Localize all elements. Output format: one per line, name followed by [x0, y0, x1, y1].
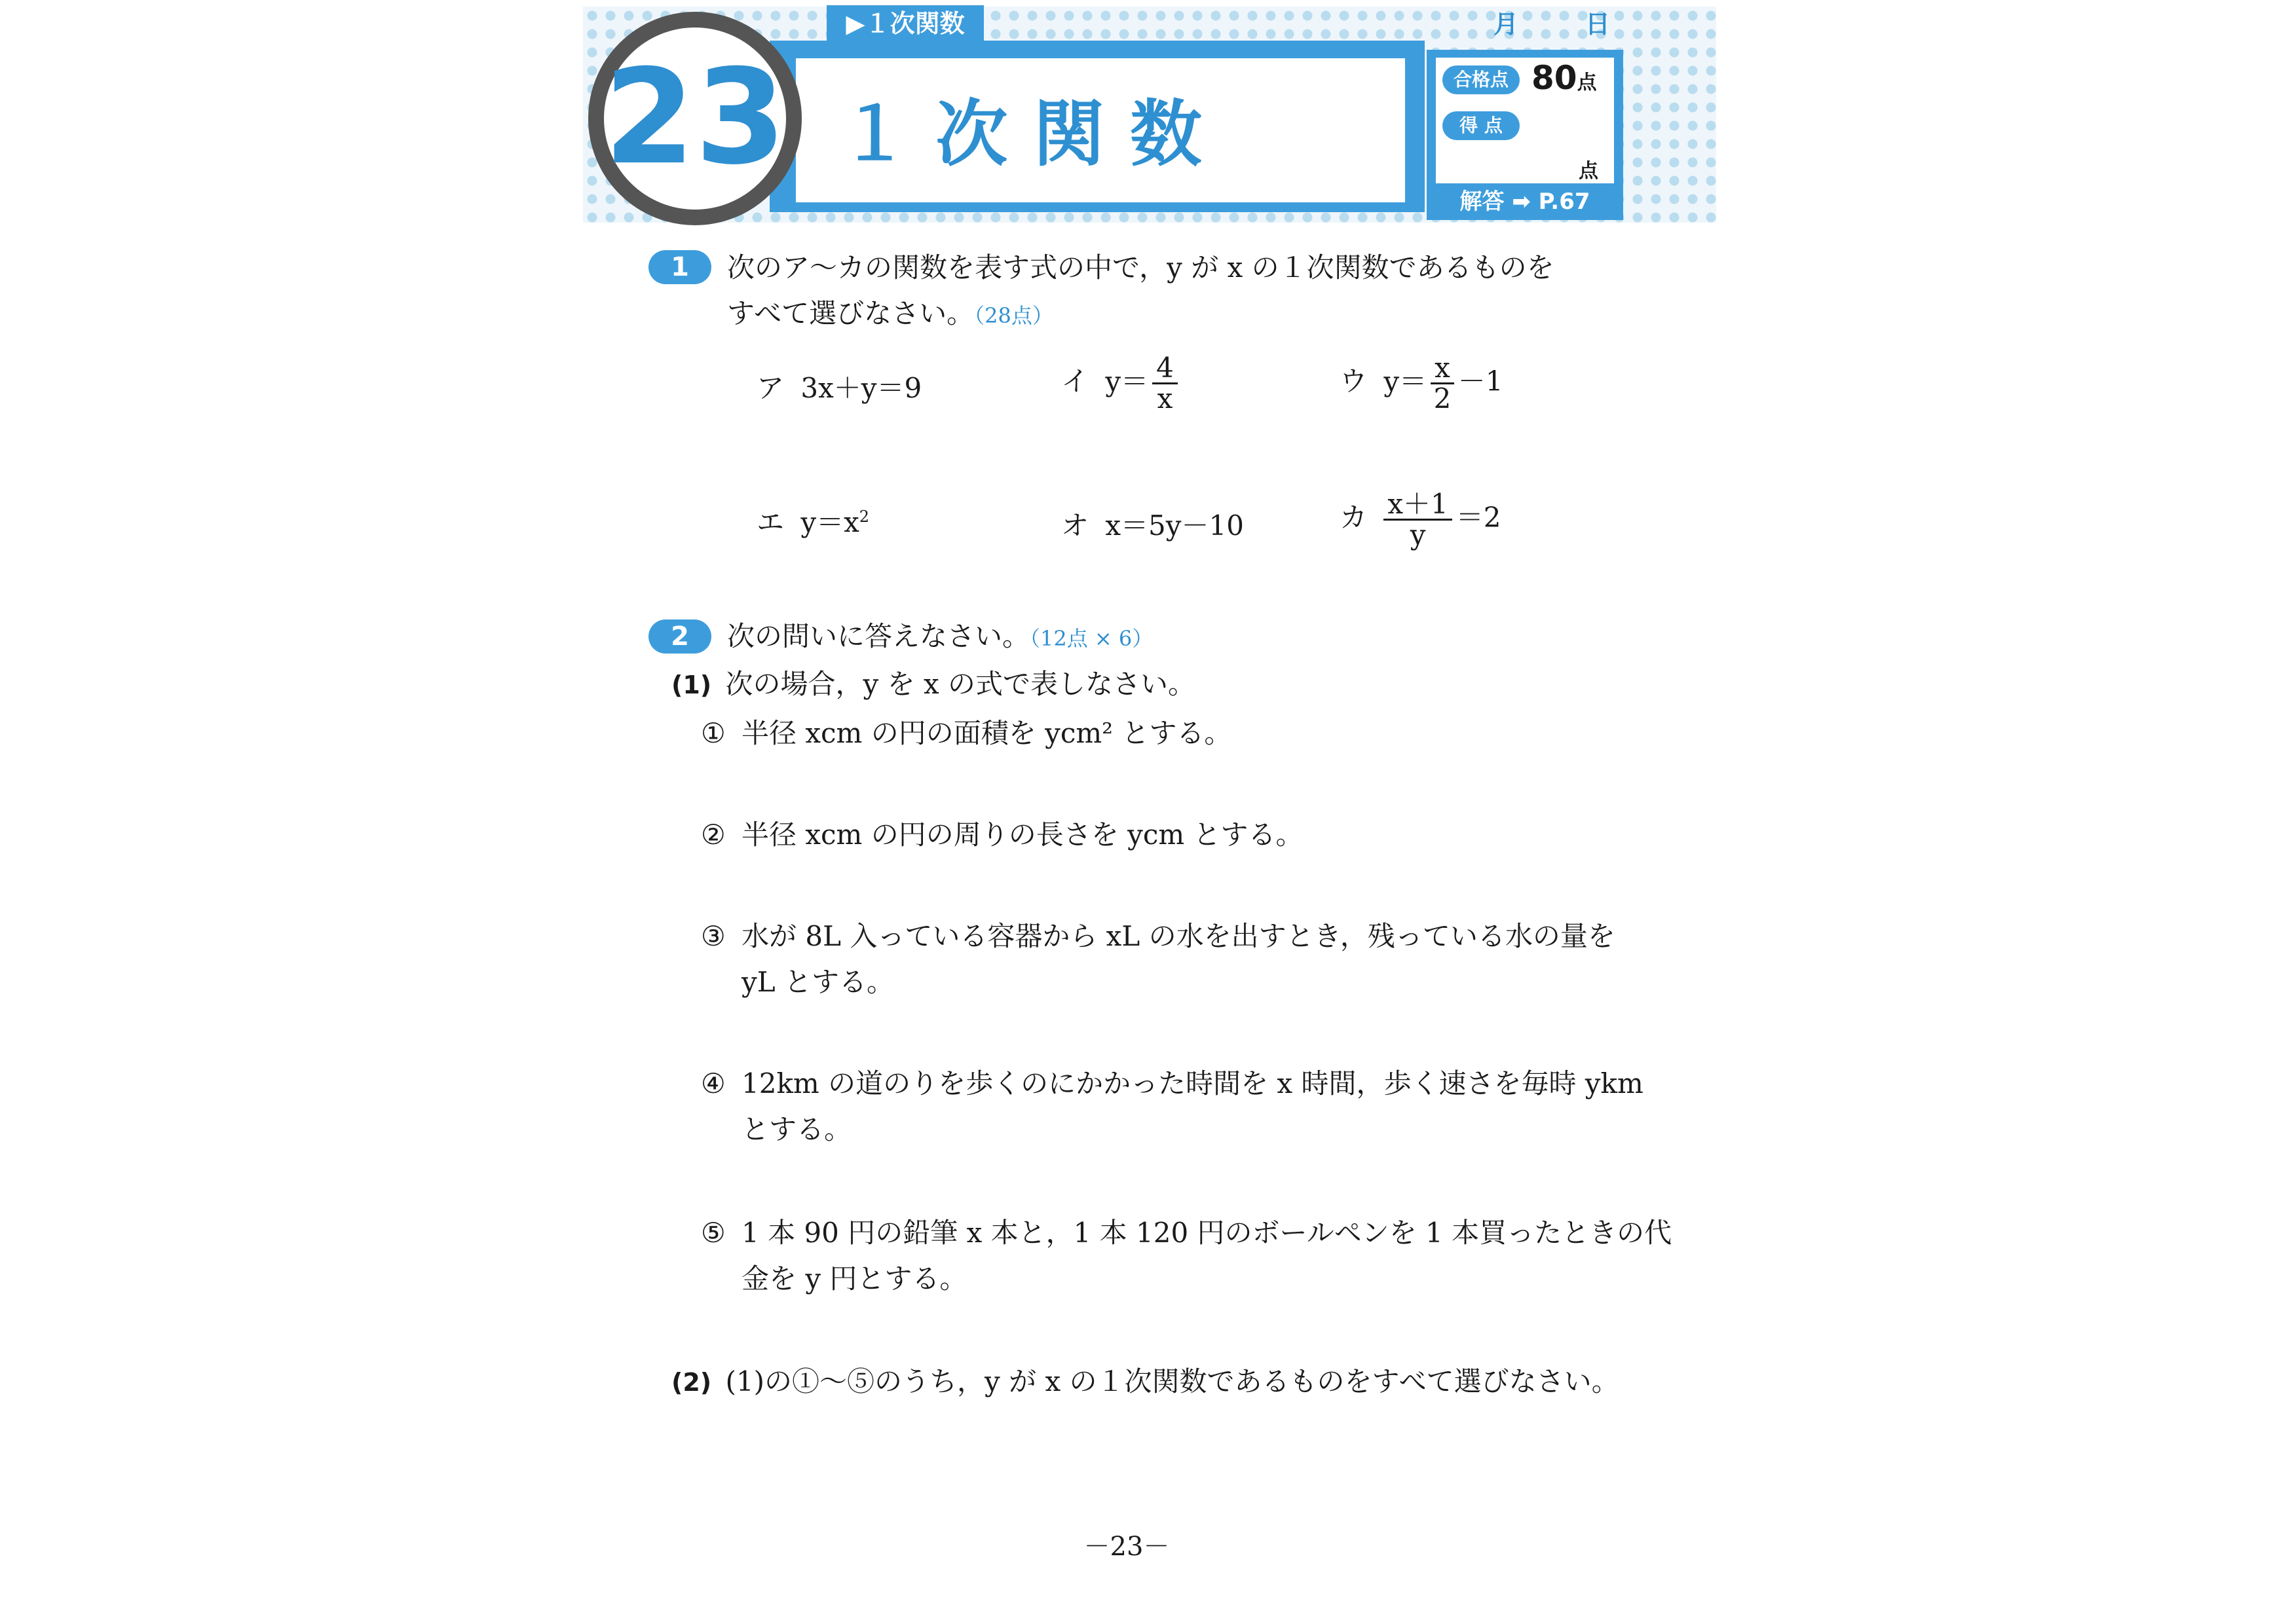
choice-i-denominator: x	[1157, 382, 1173, 415]
q1-points: （28点）	[974, 303, 1053, 328]
choice-o-label: オ	[1061, 509, 1089, 542]
score-unit: 点	[1579, 160, 1598, 183]
choice-i-label: イ	[1061, 365, 1089, 397]
q2-item-3-mark: ③	[701, 920, 726, 952]
choice-ka-rhs: ＝2	[1455, 501, 1501, 534]
choice-ka-label: カ	[1340, 501, 1368, 534]
q1-choice-i	[1061, 354, 1182, 413]
q2-sub2	[671, 1359, 1619, 1405]
choice-u-lhs: y＝	[1383, 365, 1427, 397]
passing-score-value: 80	[1531, 59, 1577, 97]
q2-item-4-line2: とする。	[741, 1113, 852, 1145]
q2-sub2-text: (1)の①～⑤のうち，y が x の１次関数であるものをすべて選びなさい。	[725, 1365, 1619, 1397]
choice-ka-fraction	[1383, 490, 1452, 549]
q2-text	[727, 614, 1153, 661]
q2-item-1-mark: ①	[701, 717, 726, 749]
choice-o-expr: x＝5y－10	[1105, 509, 1244, 542]
q1-text-line2	[727, 291, 1053, 339]
choice-u-label: ウ	[1340, 365, 1368, 397]
q1-choice-e	[757, 501, 869, 540]
q1-text-line2-content: すべて選びなさい。	[727, 297, 975, 329]
q1-choice-ka	[1340, 490, 1501, 549]
choice-a-label: ア	[757, 372, 785, 404]
passing-score-unit: 点	[1577, 71, 1597, 94]
unit-tab: ▶１次関数	[827, 5, 984, 42]
q1-text-line1: 次のア～カの関数を表す式の中で，y が x の１次関数であるものを	[727, 251, 1554, 284]
answer-reference: 解答 ➡ P.67	[1459, 189, 1590, 215]
choice-e-exponent: 2	[859, 507, 870, 526]
q1-choice-u	[1340, 354, 1503, 413]
q1-choice-o	[1061, 504, 1244, 544]
choice-u-rhs: －1	[1457, 365, 1503, 397]
day-label: 日	[1585, 10, 1611, 39]
q2-item-4-line1: 12km の道のりを歩くのにかかった時間を x 時間，歩く速さを毎時 ykm	[741, 1067, 1643, 1099]
q1-number-badge: 1	[648, 250, 711, 284]
q2-text-content: 次の問いに答えなさい。	[727, 620, 1030, 652]
q2-number-badge: 2	[648, 619, 711, 654]
q2-item-2-line1: 半径 xcm の円の周りの長さを ycm とする。	[741, 819, 1304, 851]
q2-item-1-line1: 半径 xcm の円の面積を ycm² とする。	[741, 717, 1232, 749]
choice-i-lhs: y＝	[1105, 365, 1149, 397]
q2-item-5-line1: 1 本 90 円の鉛筆 x 本と，1 本 120 円のボールペンを 1 本買ったときの代	[741, 1217, 1672, 1249]
page-number: －23－	[1083, 1532, 1170, 1562]
q2-item-2-mark: ②	[701, 819, 726, 851]
passing-score	[1531, 59, 1597, 97]
q2-item-5-line2: 金を y 円とする。	[741, 1263, 967, 1295]
q2-item-3-line1: 水が 8L 入っている容器から xL の水を出すとき，残っている水の量を	[741, 920, 1615, 952]
q2-points: （12点 × 6）	[1030, 626, 1154, 651]
choice-i-numerator: 4	[1152, 354, 1178, 384]
q2-item-3-line2: yL とする。	[741, 966, 894, 998]
q1-choice-a	[757, 367, 922, 406]
choice-u-fraction	[1431, 354, 1454, 413]
score-label: 得 点	[1442, 111, 1520, 140]
choice-ka-denominator: y	[1410, 519, 1426, 551]
choice-ka-numerator: x＋1	[1383, 490, 1452, 521]
q2-sub1	[671, 661, 1195, 708]
choice-e-base: y＝x	[800, 506, 859, 538]
q2-item-4-mark: ④	[701, 1067, 726, 1099]
q2-sub1-text: 次の場合，y を x の式で表しなさい。	[725, 668, 1196, 700]
month-label: 月	[1493, 10, 1519, 39]
lesson-number: 23	[603, 41, 787, 194]
choice-i-fraction	[1152, 354, 1178, 413]
choice-e-label: エ	[757, 506, 785, 538]
choice-u-numerator: x	[1431, 354, 1454, 384]
choice-u-denominator: 2	[1433, 382, 1452, 415]
passing-label: 合格点	[1442, 65, 1520, 94]
q2-sub2-label: (2)	[671, 1368, 712, 1397]
choice-a-expr: 3x＋y＝9	[800, 372, 922, 404]
page-title: １ 次 関 数	[838, 92, 1202, 176]
q2-item-5-mark: ⑤	[701, 1217, 726, 1249]
q2-sub1-label: (1)	[671, 671, 712, 699]
